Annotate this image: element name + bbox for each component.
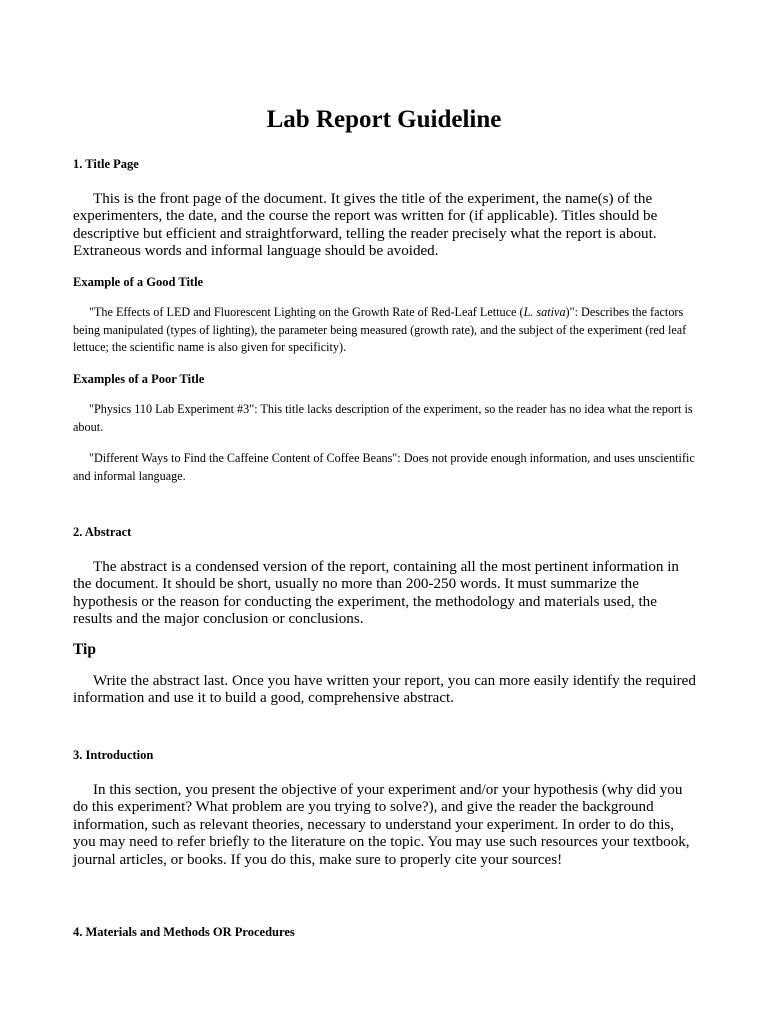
scientific-name: L. sativa	[523, 305, 566, 319]
poor-title-example-1: "Physics 110 Lab Experiment #3": This title lacks description of the experiment, so the reader has no idea what the report is about.	[73, 402, 693, 434]
section-heading-abstract: 2. Abstract	[73, 525, 132, 539]
good-example-text-start: "The Effects of LED and Fluorescent Lighting on the Growth Rate of Red-Leaf Lettuce (	[89, 305, 524, 319]
good-title-heading: Example of a Good Title	[73, 275, 204, 289]
title-page-paragraph: This is the front page of the document. It gives the title of the experiment, the name(s) of the experimenters, the date, and the course the report was written for (if applicable). Titles should be descriptive but efficient and straightforward, telling the reader precisely what the report is about. Extraneous words and informal language should be avoided.	[73, 191, 658, 260]
abstract-paragraph: The abstract is a condensed version of the report, containing all the most pertinent information in the document. It should be short, usually no more than 200-250 words. It must summarize the hypothesis or the reason for conducting the experiment, the methodology and materials used, the results and the major conclusion or conclusions.	[73, 559, 679, 628]
poor-title-heading: Examples of a Poor Title	[73, 372, 205, 386]
introduction-paragraph: In this section, you present the objective of your experiment and/or your hypothesis (why did you do this experiment? What problem are you trying to solve?), and give the reader the background information, such as relevant theories, necessary to understand your experiment. In order to do this, you may need to refer briefly to the literature on the topic. You may use such resources your textbook, journal articles, or books. If you do this, make sure to properly cite your sources!	[73, 782, 690, 868]
good-title-example	[73, 304, 698, 357]
section-heading-introduction: 3. Introduction	[73, 748, 154, 762]
document-title: Lab Report Guideline	[266, 106, 502, 133]
poor-title-example-2: "Different Ways to Find the Caffeine Content of Coffee Beans": Does not provide enough information, and uses unscientific and informal language.	[73, 451, 695, 483]
section-heading-materials-methods: 4. Materials and Methods OR Procedures	[73, 925, 295, 939]
good-example-text-end: )": Describes the factors being manipulated (types of lighting), the parameter being measured (growth rate), and the subject of the experiment (red leaf lettuce; the scientific name is also given for specificity).	[73, 305, 687, 355]
tip-heading: Tip	[73, 641, 96, 658]
tip-paragraph: Write the abstract last. Once you have written your report, you can more easily identify the required information and use it to build a good, comprehensive abstract.	[73, 673, 696, 707]
section-heading-title-page: 1. Title Page	[73, 157, 139, 171]
